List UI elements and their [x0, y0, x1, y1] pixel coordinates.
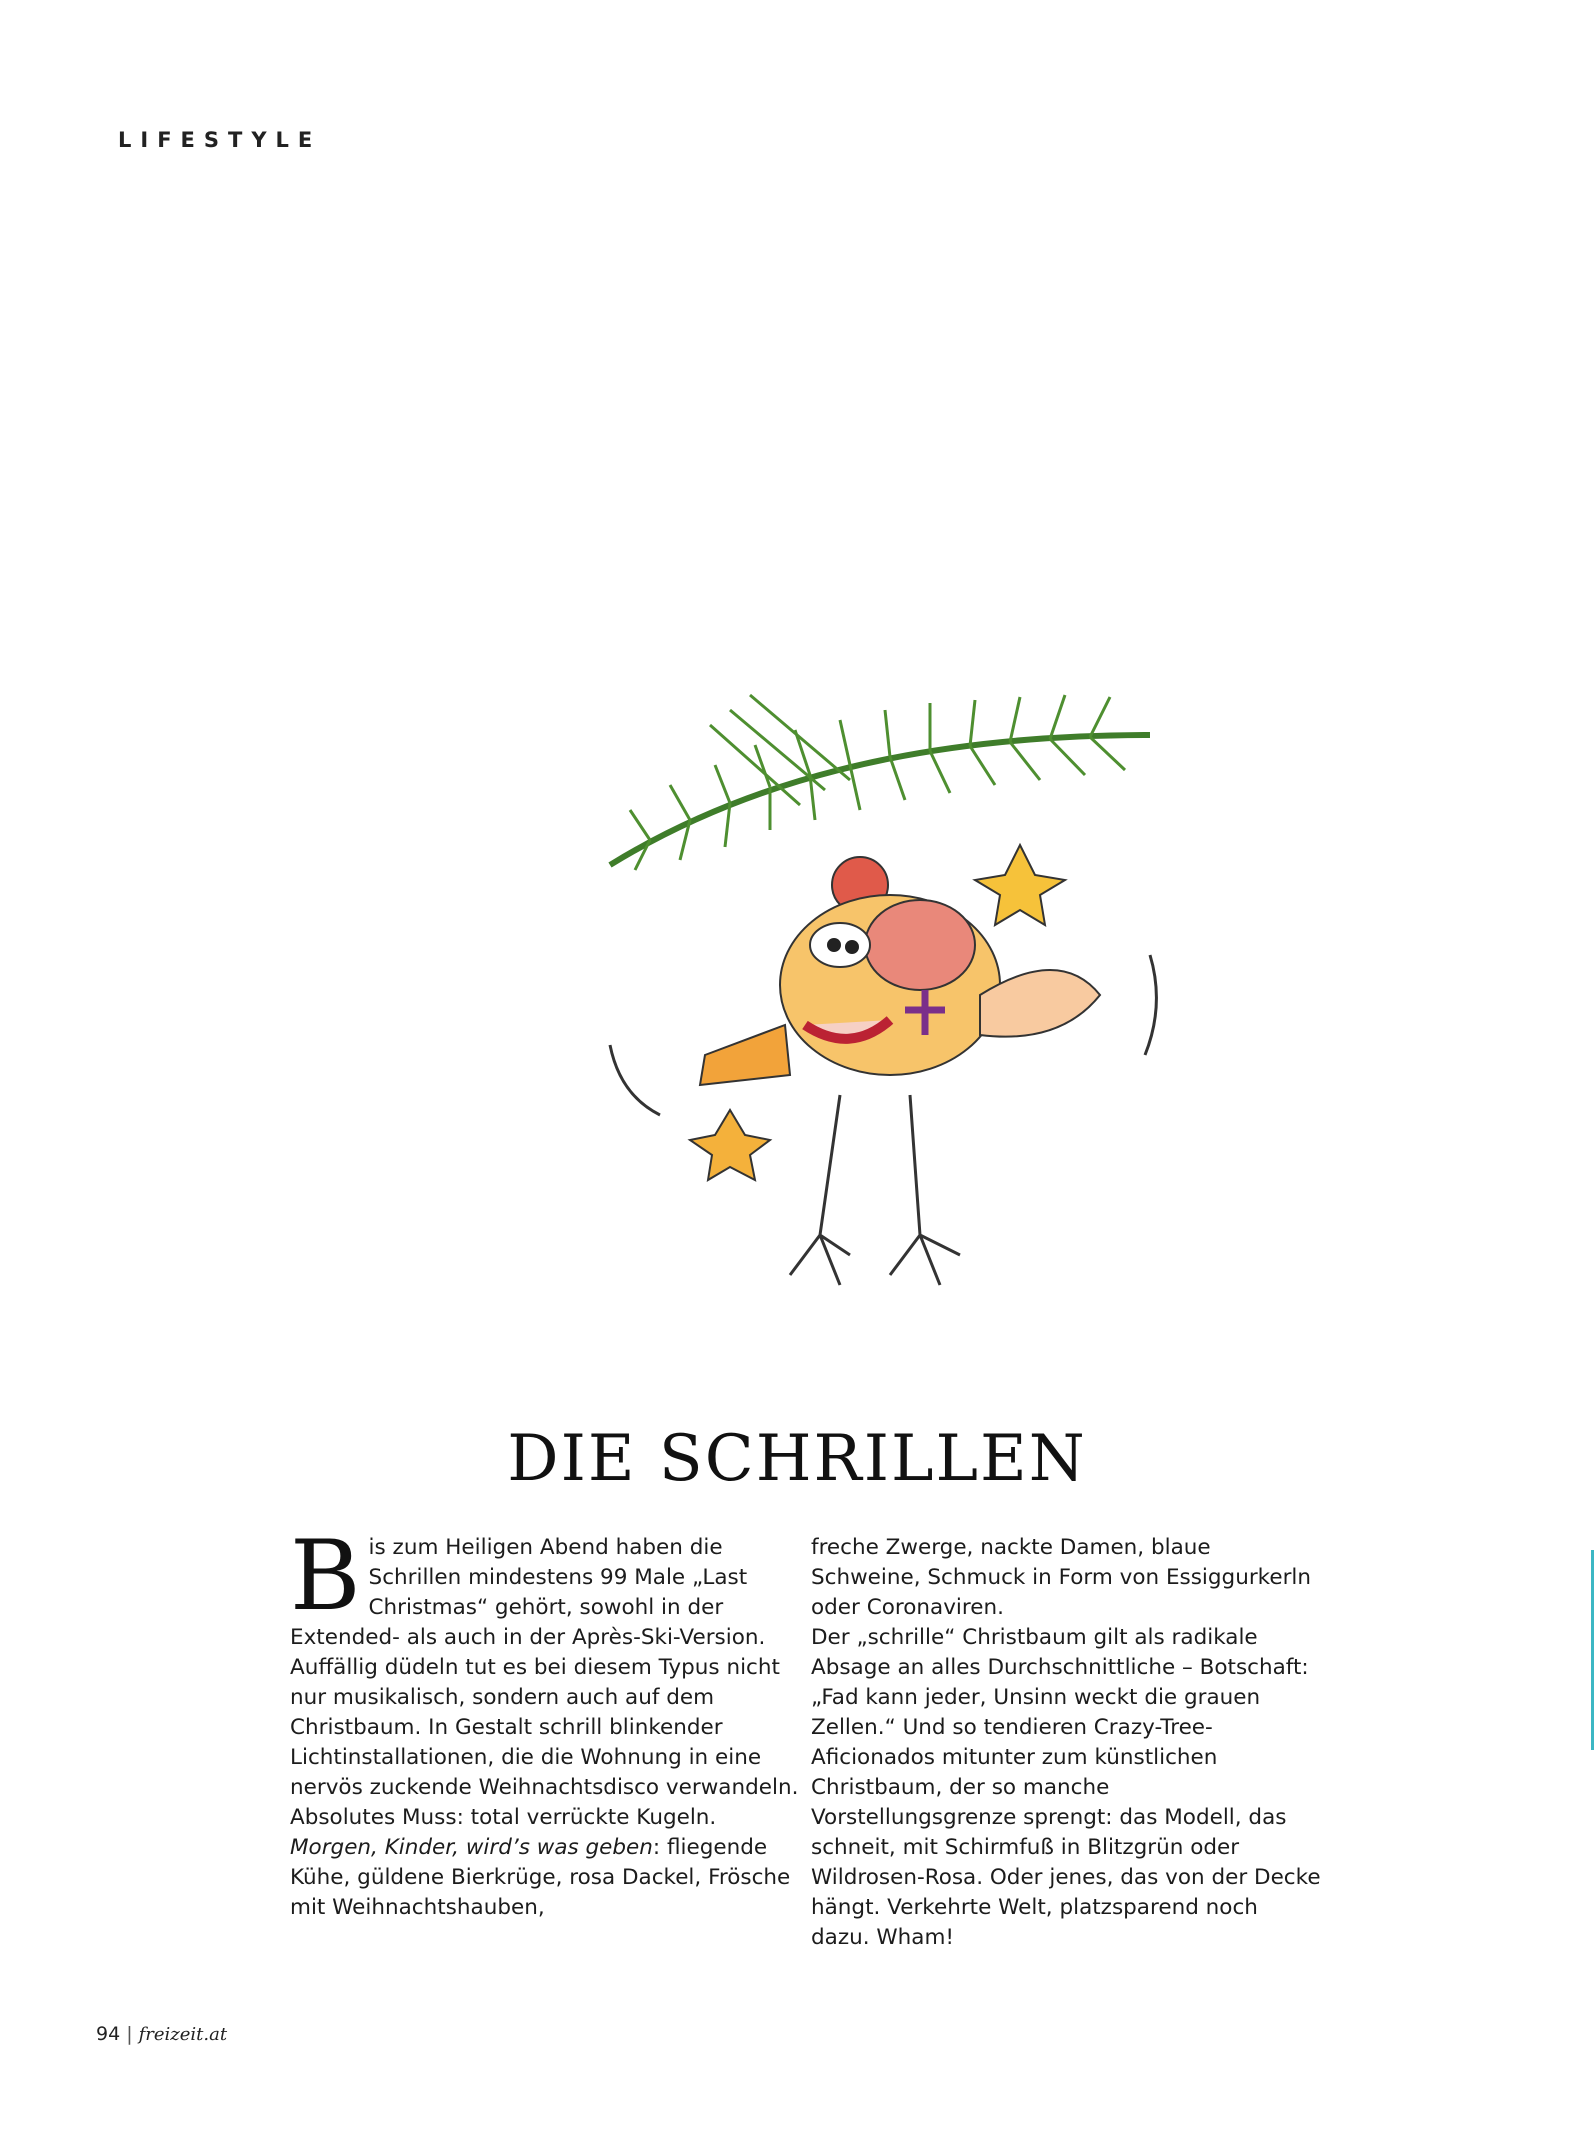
article-column-left — [290, 1520, 800, 1923]
article-column-right — [811, 1533, 1321, 1953]
page-footer — [96, 2023, 227, 2045]
article-paragraph-right-1: freche Zwerge, nackte Damen, blaue Schweine, Schmuck in Form von Essiggurkerln oder Coronaviren. — [811, 1535, 1312, 1620]
article-italic-phrase: Morgen, Kinder, wird’s was geben — [290, 1835, 653, 1860]
page-number: 94 — [96, 2023, 121, 2045]
headline: DIE SCHRILLEN — [507, 1422, 1087, 1496]
footer-separator: | — [126, 2023, 133, 2045]
article-paragraph-left — [290, 1520, 800, 1923]
article-opening-text: is zum Heiligen Abend haben die Schrillen mindestens 99 Male „Last Christmas“ gehört, sowohl in der Extended- als auch in der Après-Ski-Version. Auffällig düdeln tut es bei diesem Typus nicht nur musikalisch, sondern auch auf dem Christbaum. In Gestalt schrill blinkender Lichtinstallationen, die die Wohnung in eine nervös zuckende Weihnachtsdisco verwandeln. Absolutes Muss: total verrückte Kugeln. — [290, 1535, 799, 1830]
section-label: LIFESTYLE — [118, 128, 322, 152]
article-continuation-text: : fliegende Kühe, güldene Bierkrüge, rosa Dackel, Frösche mit Weihnachtshauben, — [290, 1835, 791, 1920]
christmas-ornament-illustration — [590, 615, 1190, 1315]
article-paragraph-right-2: Der „schrille“ Christbaum gilt als radikale Absage an alles Durchschnittliche – Botschaft: „Fad kann jeder, Unsinn weckt die grauen Zellen.“ Und so tendieren Crazy-Tree-Aficionados mitunter zum künstlichen Christbaum, der so manche Vorstellungsgrenze sprengt: das Modell, das schneit, mit Schirmfuß in Blitzgrün oder Wildrosen-Rosa. Oder jenes, das von der Decke hängt. Verkehrte Welt, platzsparend noch dazu. Wham! — [811, 1625, 1321, 1950]
dropcap: B — [290, 1520, 361, 1632]
footer-brand: freizeit.at — [138, 2024, 228, 2045]
